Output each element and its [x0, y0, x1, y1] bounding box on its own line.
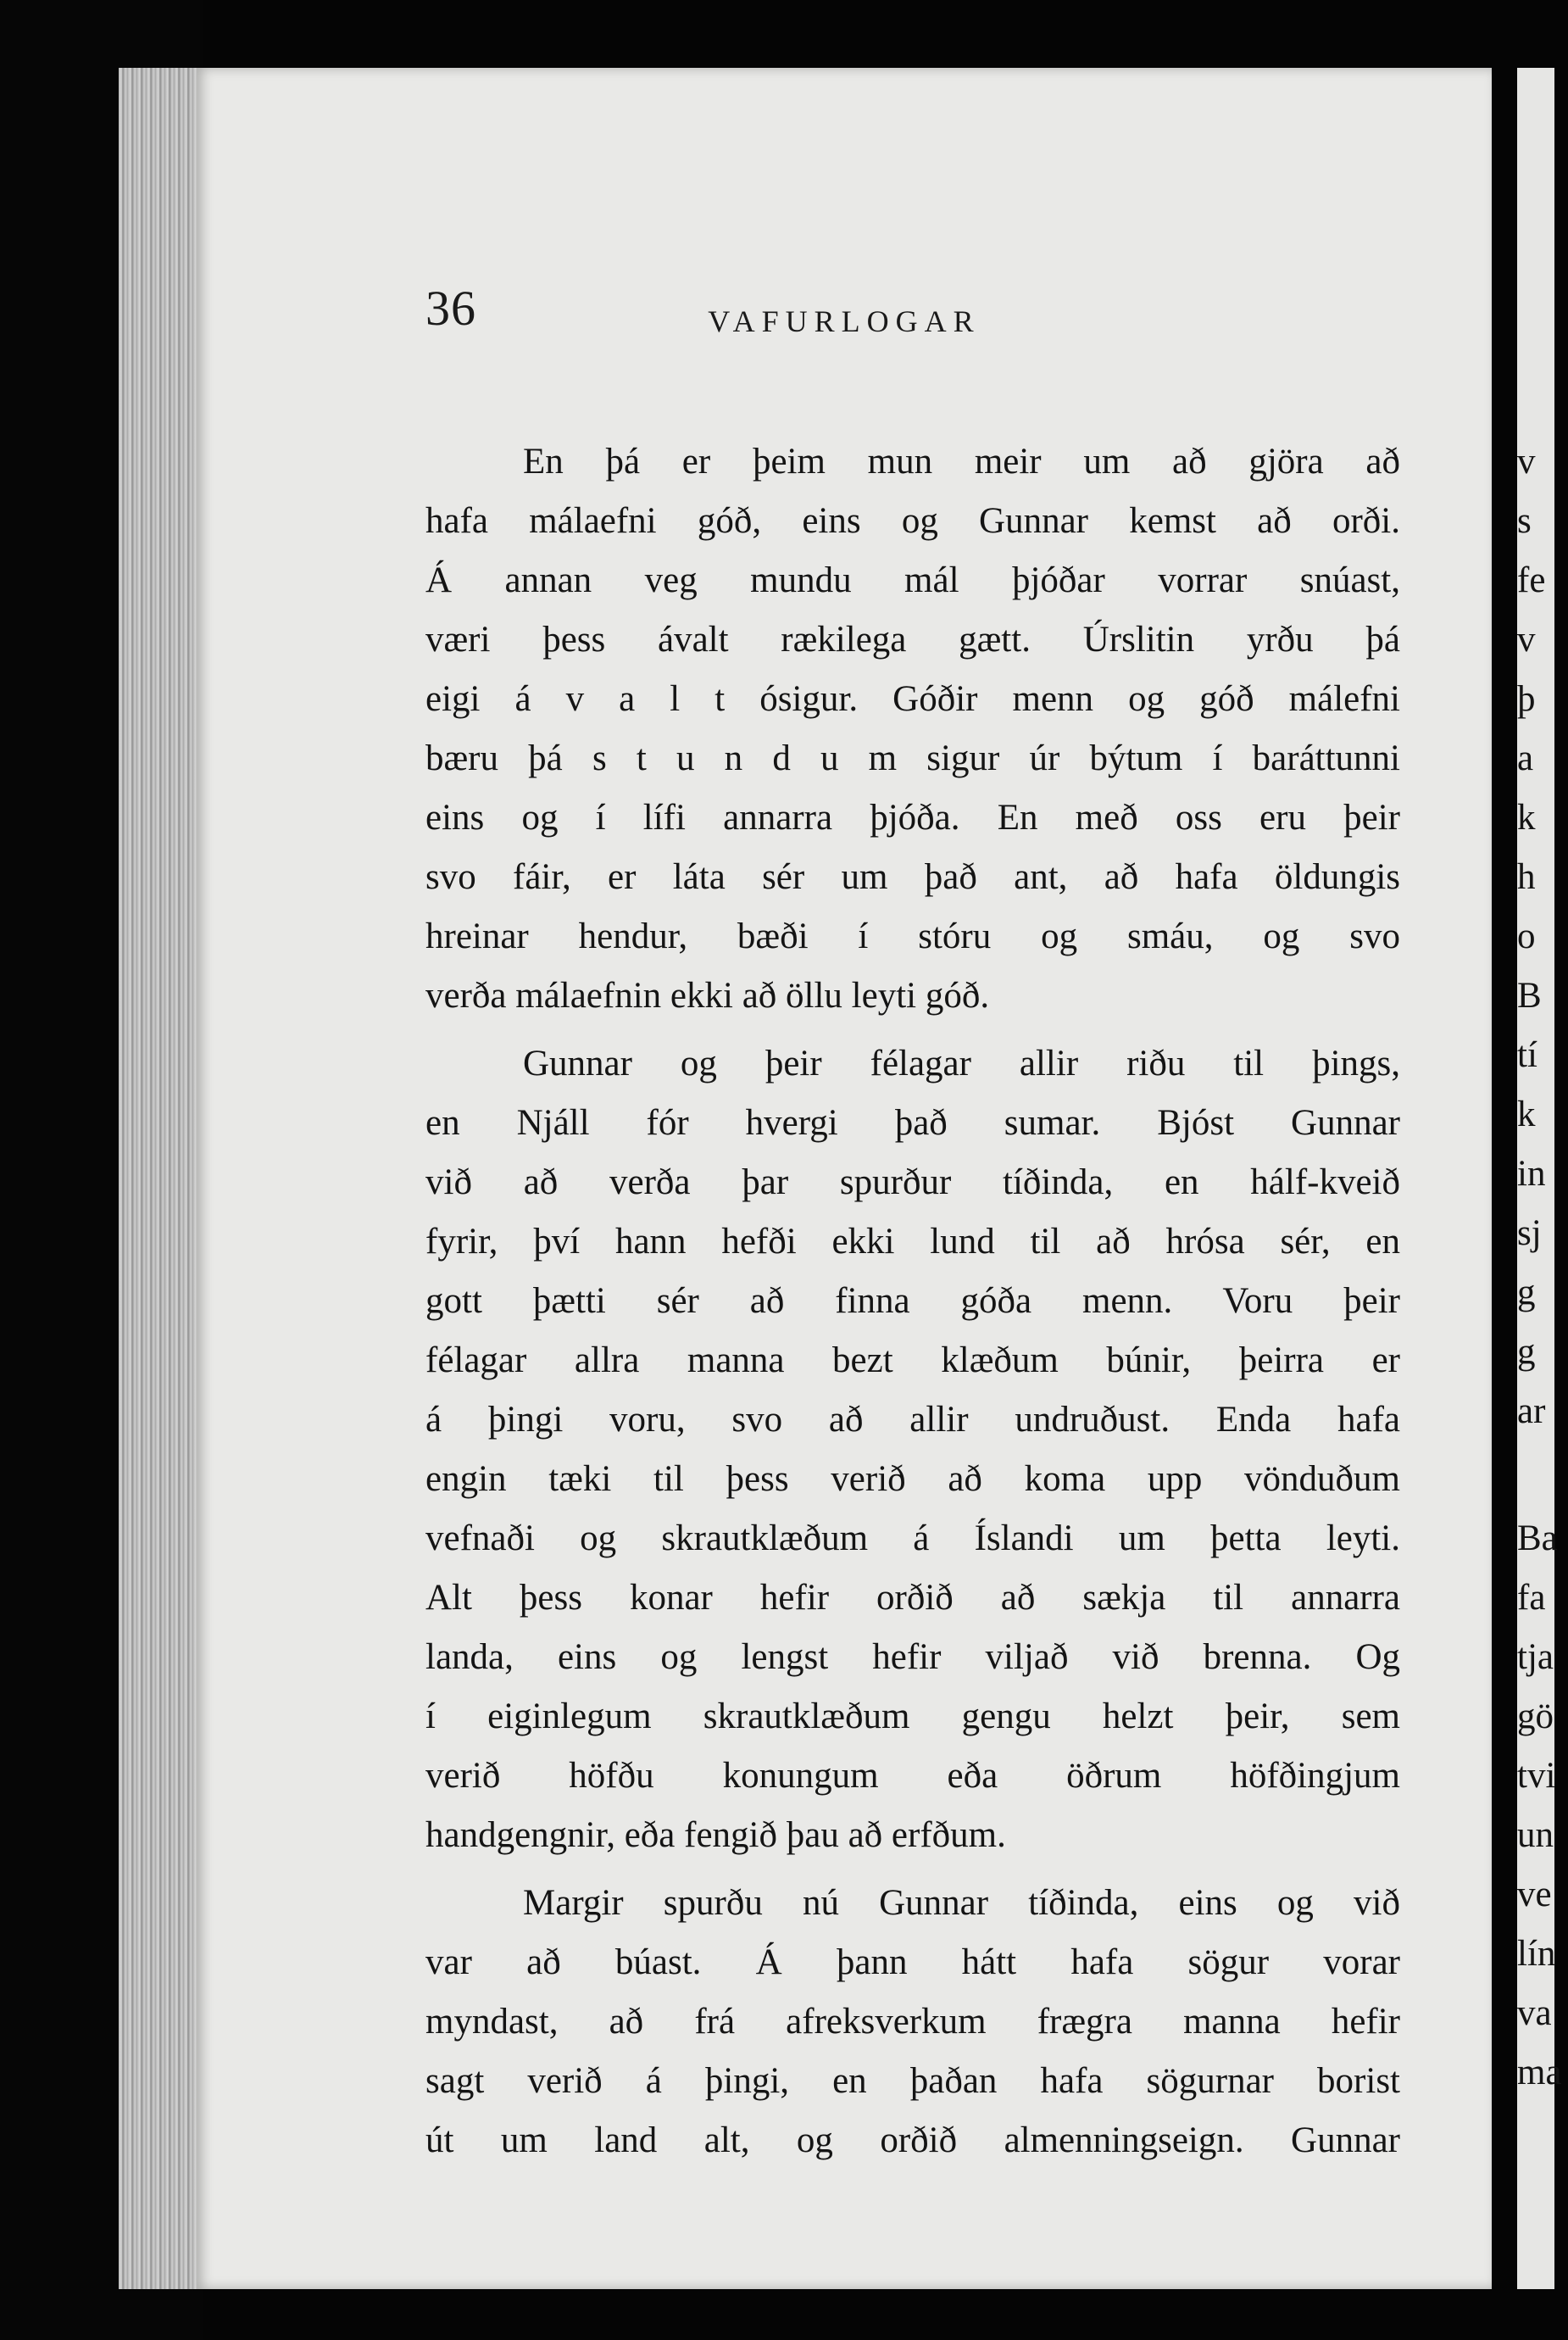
book-spine	[0, 0, 203, 2340]
text-line: Á annan veg mundu mál þjóðar vorrar snúast,	[425, 560, 1400, 600]
text-fragment: B	[1517, 976, 1542, 1016]
text-fragment: g	[1517, 1273, 1536, 1312]
text-line: væri þess ávalt rækilega gætt. Úrslitin yrðu þá	[425, 620, 1400, 660]
text-fragment: lín	[1517, 1934, 1556, 1974]
text-line: fyrir, því hann hefði ekki lund til að hrósa sér, en	[425, 1222, 1400, 1262]
text-fragment: v	[1517, 442, 1536, 482]
text-fragment: a	[1517, 738, 1534, 778]
page-edges	[119, 68, 203, 2289]
text-line: en Njáll fór hvergi það sumar. Bjóst Gunnar	[425, 1103, 1400, 1143]
text-line: eins og í lífi annarra þjóða. En með oss eru þeir	[425, 798, 1400, 838]
text-line: handgengnir, eða fengið þau að erfðum.	[425, 1815, 1006, 1855]
text-line: við að verða þar spurður tíðinda, en hálf-kveið	[425, 1162, 1400, 1202]
text-line: var að búast. Á þann hátt hafa sögur vorar	[425, 1942, 1400, 1982]
paragraph	[425, 1874, 1400, 2170]
text-fragment: va	[1517, 1993, 1552, 2033]
text-fragment: un	[1517, 1815, 1554, 1855]
text-line: félagar allra manna bezt klæðum búnir, þeirra er	[425, 1340, 1400, 1380]
text-fragment: ma	[1517, 2053, 1562, 2092]
text-fragment: o	[1517, 916, 1536, 956]
text-fragment: in	[1517, 1154, 1546, 1194]
text-line: Margir spurðu nú Gunnar tíðinda, eins og við	[523, 1883, 1400, 1923]
book-page	[197, 68, 1492, 2289]
text-line: Alt þess konar hefir orðið að sækja til annarra	[425, 1578, 1400, 1618]
text-line: í eiginlegum skrautklæðum gengu helzt þeir, sem	[425, 1696, 1400, 1736]
text-line: eigi á v a l t ósigur. Góðir menn og góð málefni	[425, 679, 1400, 719]
text-line: svo fáir, er láta sér um það ant, að hafa öldungis	[425, 857, 1400, 897]
text-line: sagt verið á þingi, en þaðan hafa sögurnar borist	[425, 2061, 1400, 2101]
text-line: landa, eins og lengst hefir viljað við brenna. Og	[425, 1637, 1400, 1677]
paragraph	[425, 432, 1400, 1026]
text-line: myndast, að frá afreksverkum frægra manna hefir	[425, 2002, 1400, 2042]
text-fragment: tja	[1517, 1637, 1554, 1677]
text-fragment: h	[1517, 857, 1536, 897]
text-fragment: tí	[1517, 1035, 1537, 1075]
text-line: Gunnar og þeir félagar allir riðu til þings,	[523, 1044, 1400, 1084]
text-fragment: ar	[1517, 1391, 1546, 1431]
text-fragment: ve	[1517, 1875, 1552, 1914]
facing-page-text	[1517, 432, 1568, 2103]
text-line: á þingi voru, svo að allir undruðust. Enda hafa	[425, 1400, 1400, 1440]
text-line: verða málaefnin ekki að öllu leyti góð.	[425, 976, 990, 1016]
text-line: En þá er þeim mun meir um að gjöra að	[523, 442, 1400, 482]
text-line: hafa málaefni góð, eins og Gunnar kemst að orði.	[425, 501, 1400, 541]
text-fragment: tvi	[1517, 1756, 1556, 1796]
facing-page	[1517, 68, 1562, 2289]
text-fragment: fe	[1517, 560, 1546, 600]
text-fragment: sj	[1517, 1213, 1542, 1253]
text-line: vefnaði og skrautklæðum á Íslandi um þetta leyti.	[425, 1518, 1400, 1558]
body-text	[425, 432, 1400, 2170]
text-fragment: Ba	[1517, 1518, 1558, 1558]
text-line: engin tæki til þess verið að koma upp vönduðum	[425, 1459, 1400, 1499]
text-line: verið höfðu konungum eða öðrum höfðingjum	[425, 1756, 1400, 1796]
text-fragment: gö	[1517, 1696, 1554, 1736]
page-number: 36	[425, 281, 476, 336]
text-line: út um land alt, og orðið almenningseign. Gunnar	[425, 2120, 1400, 2160]
running-title: VAFURLOGAR	[708, 304, 981, 338]
text-fragment: g	[1517, 1332, 1536, 1372]
paragraph	[425, 1034, 1400, 1865]
text-fragment: s	[1517, 501, 1532, 541]
text-fragment: þ	[1517, 679, 1536, 719]
text-fragment: fa	[1517, 1578, 1546, 1618]
text-fragment: k	[1517, 1095, 1536, 1134]
text-line: hreinar hendur, bæði í stóru og smáu, og svo	[425, 916, 1400, 956]
text-fragment: v	[1517, 620, 1536, 660]
text-fragment: k	[1517, 798, 1536, 838]
text-line: gott þætti sér að finna góða menn. Voru þeir	[425, 1281, 1400, 1321]
text-line: bæru þá s t u n d u m sigur úr býtum í baráttunni	[425, 738, 1400, 778]
